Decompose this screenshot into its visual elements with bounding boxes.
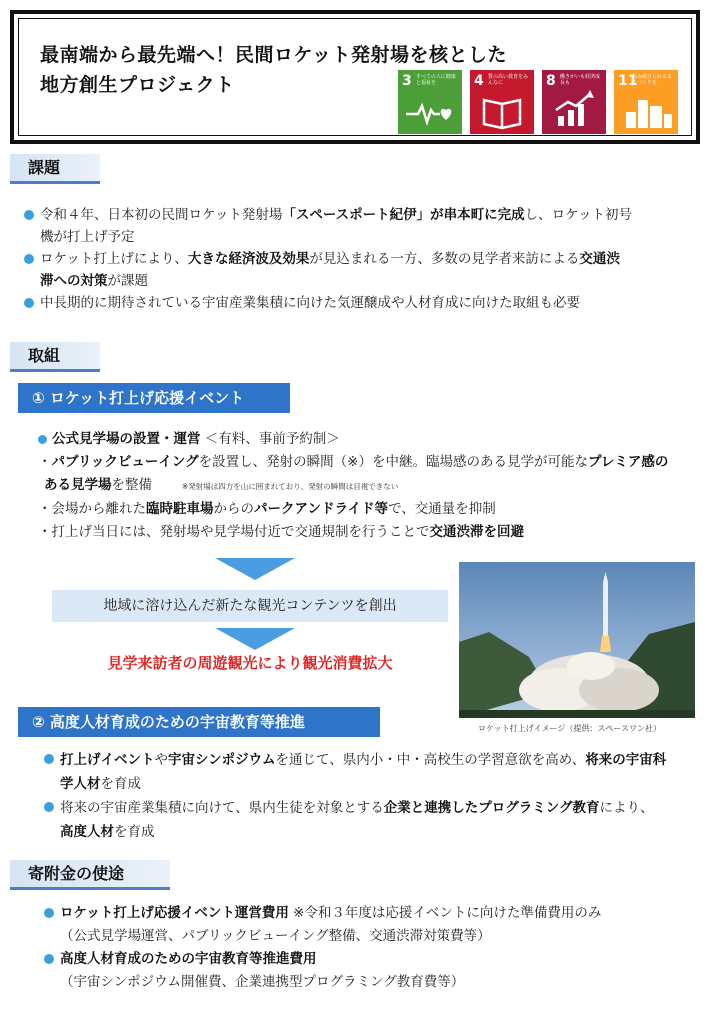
list-item: ・パブリックビューイングを設置し、発射の瞬間（※）を中継。臨場感のある見学が可能なプレミア感の (38, 454, 669, 470)
sdg-goal-4-icon (470, 70, 534, 134)
sdg-number: 11 (618, 73, 638, 89)
sdg-number: 4 (474, 73, 484, 89)
space-education-list (44, 748, 694, 844)
list-item: 将来の宇宙産業集積に向けて、県内生徒を対象とする企業と連携したプログラミング教育により、 高度人材を育成 (44, 796, 694, 844)
donation-list (44, 902, 694, 994)
sdg-number: 3 (402, 73, 412, 89)
list-item: 打上げイベントや宇宙シンポジウムを通じて、県内小・中・高校生の学習意欲を高め、将来の宇宙科 学人材を育成 (44, 748, 694, 796)
title-box (10, 10, 700, 144)
heartbeat-icon (398, 70, 462, 134)
rocket-event-details (38, 428, 698, 544)
city-icon (614, 70, 678, 134)
list-item: ・打上げ当日には、発射場や見学場付近で交通規制を行うことで交通渋滞を回避 (38, 524, 524, 540)
section-heading-efforts: 取組 (10, 342, 100, 372)
title-line-2: 地方創生プロジェクト (40, 74, 235, 96)
result-text: 見学来訪者の周遊観光により観光消費拡大 (107, 654, 393, 672)
sdg-goal-8-icon (542, 70, 606, 134)
list-item: ある見学場を整備 ※発射場は四方を山に囲まれており、発射の瞬間は目視できない (44, 477, 399, 493)
sdg-label: 働きがいも経済成長も (560, 74, 601, 86)
book-icon (470, 70, 534, 134)
rocket-launch-photo (459, 562, 695, 718)
sdg-label: 質の高い教育をみんなに (488, 74, 529, 86)
photo-caption: ロケット打上げイメージ（提供：スペースワン社） (478, 724, 661, 733)
sdg-label: 住み続けられるまちづくりを (632, 74, 673, 86)
growth-chart-icon (542, 70, 606, 134)
sdg-number: 8 (546, 73, 556, 89)
section-heading-donation: 寄附金の使途 (10, 860, 170, 890)
list-item: ロケット打上げにより、大きな経済波及効果が見込まれる一方、多数の見学者来訪による交通渋 滞への対策が課題 (24, 248, 694, 292)
footnote: ※発射場は四方を山に囲まれており、発射の瞬間は目視できない (182, 482, 399, 491)
list-item: 公式見学場の設置・運営 ＜有料、事前予約制＞ (38, 428, 698, 451)
section-heading-issues: 課題 (10, 154, 100, 184)
subheading-rocket-event: ① ロケット打上げ応援イベント (18, 383, 290, 413)
sdg-goal-11-icon (614, 70, 678, 134)
title-line-1: 最南端から最先端へ！民間ロケット発射場を核とした (40, 44, 508, 66)
rocket-launch-image (459, 562, 695, 718)
list-item: 中長期的に期待されている宇宙産業集積に向けた気運醸成や人材育成に向けた取組も必要 (24, 292, 694, 314)
list-item: 高度人材育成のための宇宙教育等推進費用 （宇宙シンポジウム開催費、企業連携型プログラミング教育費等） (44, 948, 694, 994)
subheading-space-education: ② 高度人材育成のための宇宙教育等推進 (18, 707, 380, 737)
issues-list (24, 204, 694, 314)
list-item: ・会場から離れた臨時駐車場からのパークアンドライド等で、交通量を抑制 (38, 501, 496, 517)
callout-new-tourism: 地域に溶け込んだ新たな観光コンテンツを創出 (52, 590, 448, 622)
sdg-goal-3-icon (398, 70, 462, 134)
list-item: 令和４年、日本初の民間ロケット発射場「スペースポート紀伊」が串本町に完成し、ロケット初号 機が打上げ予定 (24, 204, 694, 248)
down-arrow-icon (215, 628, 295, 650)
list-item: ロケット打上げ応援イベント運営費用 ※令和３年度は応援イベントに向けた準備費用のみ （公式見学場運営、パブリックビューイング整備、交通渋滞対策費等） (44, 902, 694, 948)
sdg-label: すべての人に健康と福祉を (416, 74, 456, 86)
down-arrow-icon (215, 558, 295, 580)
